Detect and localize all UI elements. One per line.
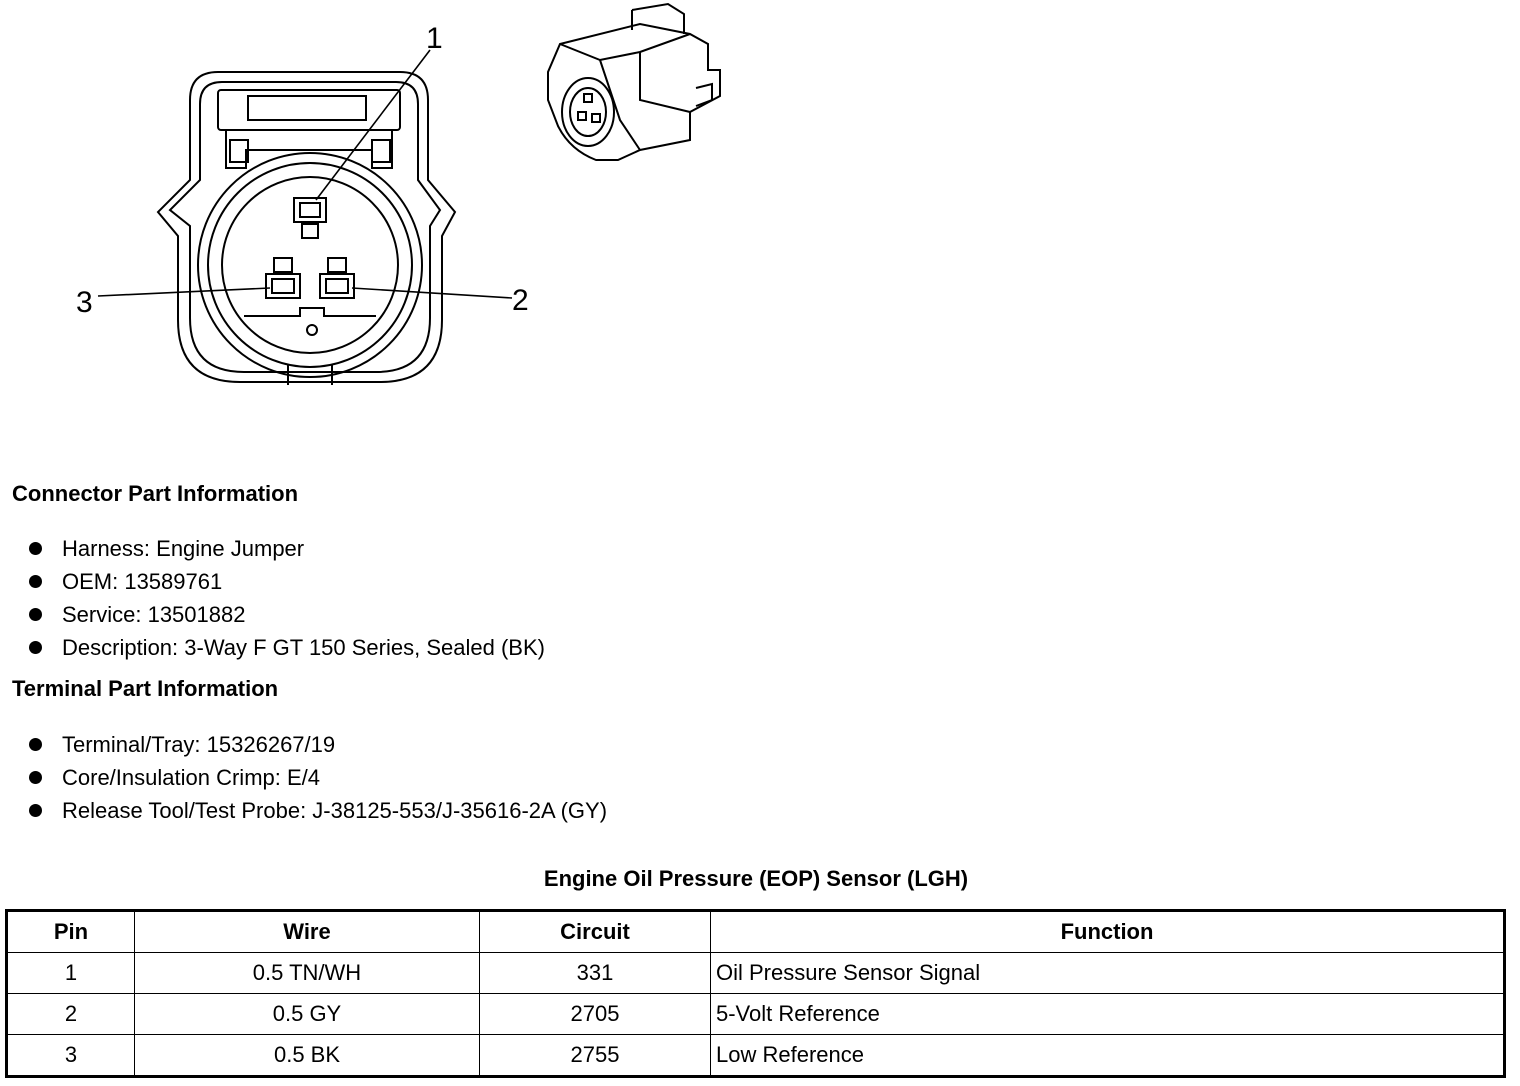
cell-circuit: 2705 <box>480 994 711 1035</box>
pin-callouts <box>76 22 529 319</box>
list-item: Harness: Engine Jumper <box>0 532 545 565</box>
cell-circuit: 331 <box>480 953 711 994</box>
bullet-icon <box>29 641 42 654</box>
connector-part-info-list <box>0 532 545 664</box>
list-item: Release Tool/Test Probe: J-38125-553/J-35616-2A (GY) <box>0 794 607 827</box>
bullet-icon <box>29 771 42 784</box>
list-item: Description: 3-Way F GT 150 Series, Sealed (BK) <box>0 631 545 664</box>
bullet-icon <box>29 575 42 588</box>
header-pin: Pin <box>7 911 135 953</box>
connector-part-info-heading: Connector Part Information <box>12 481 299 506</box>
pinout-table <box>5 909 1506 1078</box>
cell-function: Low Reference <box>711 1035 1505 1077</box>
list-item: OEM: 13589761 <box>0 565 545 598</box>
terminal-part-info-heading: Terminal Part Information <box>12 676 279 701</box>
connector-face-view <box>98 50 512 385</box>
pinout-table-title: Engine Oil Pressure (EOP) Sensor (LGH) <box>543 866 969 891</box>
cell-pin: 3 <box>7 1035 135 1077</box>
connector-diagram <box>0 0 760 440</box>
bullet-icon <box>29 542 42 555</box>
cell-pin: 2 <box>7 994 135 1035</box>
connector-isometric-view <box>548 4 720 160</box>
table-row <box>7 1035 1505 1077</box>
list-item: Terminal/Tray: 15326267/19 <box>0 728 607 761</box>
cell-wire: 0.5 TN/WH <box>135 953 480 994</box>
cell-function: 5-Volt Reference <box>711 994 1505 1035</box>
callout-pin-3: 3 <box>76 286 93 319</box>
header-function: Function <box>711 911 1505 953</box>
cell-pin: 1 <box>7 953 135 994</box>
cell-circuit: 2755 <box>480 1035 711 1077</box>
cell-function: Oil Pressure Sensor Signal <box>711 953 1505 994</box>
callout-pin-2: 2 <box>512 284 529 317</box>
table-header-row <box>7 911 1505 953</box>
header-wire: Wire <box>135 911 480 953</box>
cell-wire: 0.5 GY <box>135 994 480 1035</box>
bullet-icon <box>29 738 42 751</box>
bullet-icon <box>29 608 42 621</box>
callout-pin-1: 1 <box>426 22 443 55</box>
list-item: Service: 13501882 <box>0 598 545 631</box>
header-circuit: Circuit <box>480 911 711 953</box>
list-item: Core/Insulation Crimp: E/4 <box>0 761 607 794</box>
table-row <box>7 994 1505 1035</box>
terminal-part-info-list <box>0 728 607 827</box>
bullet-icon <box>29 804 42 817</box>
cell-wire: 0.5 BK <box>135 1035 480 1077</box>
table-row <box>7 953 1505 994</box>
